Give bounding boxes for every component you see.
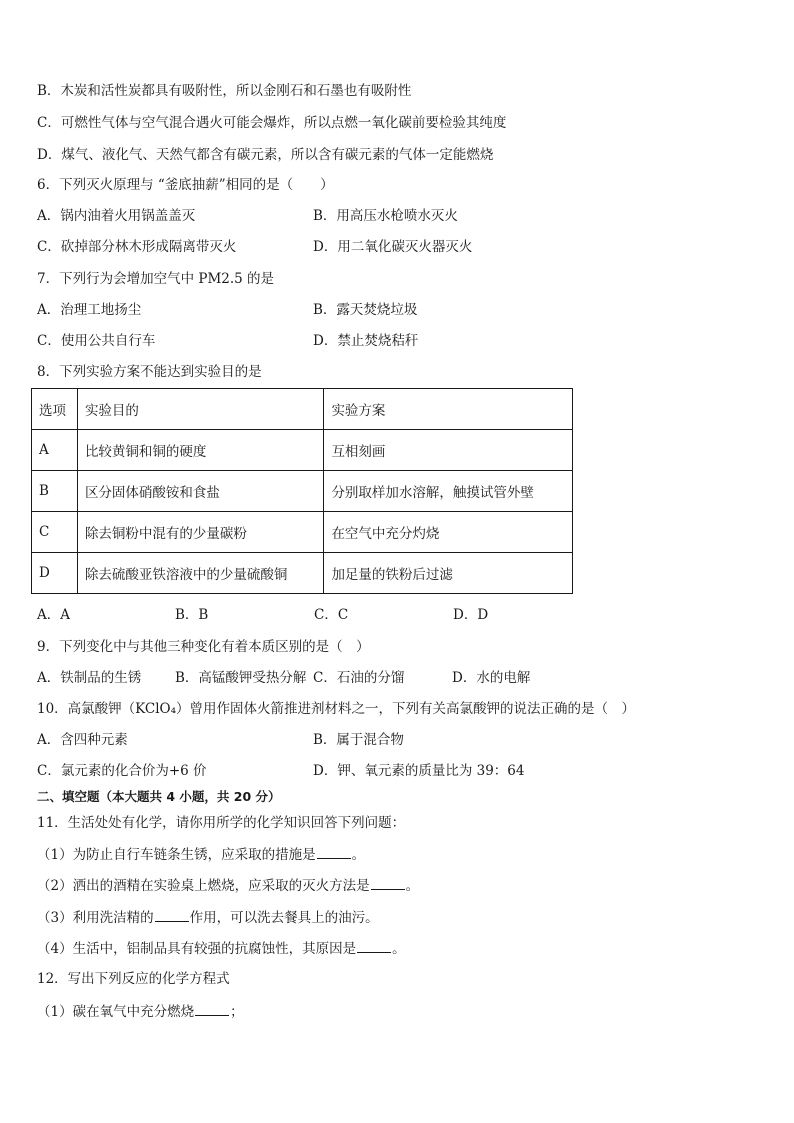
table-cell: 分别取样加水溶解，触摸试管外壁 bbox=[324, 471, 573, 512]
q9-option-b: B．高锰酸钾受热分解 bbox=[175, 670, 307, 686]
answer-blank[interactable] bbox=[155, 908, 189, 922]
answer-blank[interactable] bbox=[195, 1002, 229, 1016]
table-cell: 除去铜粉中混有的少量碳粉 bbox=[77, 512, 324, 553]
table-cell: A bbox=[32, 430, 78, 471]
section-heading: 二、填空题（本大题共 4 小题，共 20 分） bbox=[37, 789, 281, 804]
q11-part4 bbox=[37, 939, 406, 958]
q5-option-c: C．可燃性气体与空气混合遇火可能会爆炸，所以点燃一氧化碳前要检验其纯度 bbox=[37, 115, 507, 131]
q6-option-a: A．锅内油着火用锅盖盖灭 bbox=[37, 208, 196, 224]
q9-option-a: A．铁制品的生锈 bbox=[37, 670, 142, 686]
table-cell: 除去硫酸亚铁溶液中的少量硫酸铜 bbox=[77, 553, 324, 594]
q7-stem: 7．下列行为会增加空气中 PM2.5 的是 bbox=[37, 271, 275, 287]
table-cell: D bbox=[32, 553, 78, 594]
q6-option-c: C．砍掉部分林木形成隔离带灭火 bbox=[37, 239, 237, 255]
q11-part2-end: 。 bbox=[405, 878, 420, 894]
q8-stem: 8．下列实验方案不能达到实验目的是 bbox=[37, 364, 262, 380]
table-header-cell: 选项 bbox=[32, 389, 78, 430]
table-row bbox=[32, 430, 573, 471]
table-cell: 互相刻画 bbox=[324, 430, 573, 471]
table-cell: 区分固体硝酸铵和食盐 bbox=[77, 471, 324, 512]
q11-part2 bbox=[37, 876, 419, 895]
q12-part1-end: ； bbox=[230, 1004, 244, 1020]
table-cell: B bbox=[32, 471, 78, 512]
q12-part1 bbox=[37, 1002, 244, 1021]
q10-option-b: B．属于混合物 bbox=[313, 732, 404, 748]
q6-option-b: B．用高压水枪喷水灭火 bbox=[313, 208, 458, 224]
answer-blank[interactable] bbox=[371, 876, 405, 890]
table-cell: 比较黄铜和铜的硬度 bbox=[77, 430, 324, 471]
q12-part1-text: （1）碳在氧气中充分燃烧 bbox=[37, 1004, 195, 1020]
q7-option-c: C．使用公共自行车 bbox=[37, 333, 156, 349]
table-row bbox=[32, 512, 573, 553]
table-header-cell: 实验目的 bbox=[77, 389, 324, 430]
q5-option-d: D．煤气、液化气、天然气都含有碳元素，所以含有碳元素的气体一定能燃烧 bbox=[37, 147, 494, 163]
q11-part3-text: （3）利用洗洁精的 bbox=[37, 910, 154, 926]
experiment-table bbox=[31, 388, 573, 594]
q9-stem: 9．下列变化中与其他三种变化有着本质区别的是（ ） bbox=[37, 639, 370, 655]
q10-option-d: D．钾、氧元素的质量比为 39：64 bbox=[313, 763, 525, 779]
q12-stem: 12．写出下列反应的化学方程式 bbox=[37, 971, 230, 987]
q5-option-b: B．木炭和活性炭都具有吸附性，所以金刚石和石墨也有吸附性 bbox=[37, 83, 412, 99]
q8-option-b: B．B bbox=[175, 607, 209, 623]
q11-part1 bbox=[37, 845, 365, 864]
table-header-cell: 实验方案 bbox=[324, 389, 573, 430]
q10-option-a: A．含四种元素 bbox=[37, 732, 128, 748]
q8-option-d: D．D bbox=[453, 607, 489, 623]
table-header-row bbox=[32, 389, 573, 430]
q8-option-c: C．C bbox=[314, 607, 349, 623]
q11-part4-end: 。 bbox=[392, 941, 406, 957]
answer-blank[interactable] bbox=[317, 845, 351, 859]
answer-blank[interactable] bbox=[357, 939, 391, 953]
q6-option-d: D．用二氧化碳灭火器灭火 bbox=[313, 239, 473, 255]
q7-option-a: A．治理工地扬尘 bbox=[37, 302, 142, 318]
table-cell: 在空气中充分灼烧 bbox=[324, 512, 573, 553]
q7-option-b: B．露天焚烧垃圾 bbox=[313, 302, 418, 318]
q11-part3 bbox=[37, 908, 379, 927]
q7-option-d: D．禁止焚烧秸秆 bbox=[313, 333, 419, 349]
table-row bbox=[32, 553, 573, 594]
table-cell: 加足量的铁粉后过滤 bbox=[324, 553, 573, 594]
table-row bbox=[32, 471, 573, 512]
q8-option-a: A．A bbox=[37, 607, 70, 623]
q10-option-c: C．氯元素的化合价为+6 价 bbox=[37, 763, 207, 779]
q11-part1-end: 。 bbox=[351, 847, 366, 863]
q10-stem: 10．高氯酸钾（KClO₄）曾用作固体火箭推进剂材料之一，下列有关高氯酸钾的说法正确的是（ ） bbox=[37, 701, 636, 717]
q9-option-c: C．石油的分馏 bbox=[313, 670, 405, 686]
q11-part2-text: （2）洒出的酒精在实验桌上燃烧，应采取的灭火方法是 bbox=[37, 878, 370, 894]
q11-part4-text: （4）生活中，铝制品具有较强的抗腐蚀性，其原因是 bbox=[37, 941, 357, 957]
table-cell: C bbox=[32, 512, 78, 553]
q9-option-d: D．水的电解 bbox=[452, 670, 531, 686]
q11-stem: 11．生活处处有化学，请你用所学的化学知识回答下列问题： bbox=[37, 815, 406, 831]
q11-part1-text: （1）为防止自行车链条生锈，应采取的措施是 bbox=[37, 847, 316, 863]
q11-part3-end: 作用，可以洗去餐具上的油污。 bbox=[189, 910, 379, 926]
q6-stem: 6．下列灭火原理与 “釜底抽薪”相同的是（ ） bbox=[37, 177, 334, 193]
